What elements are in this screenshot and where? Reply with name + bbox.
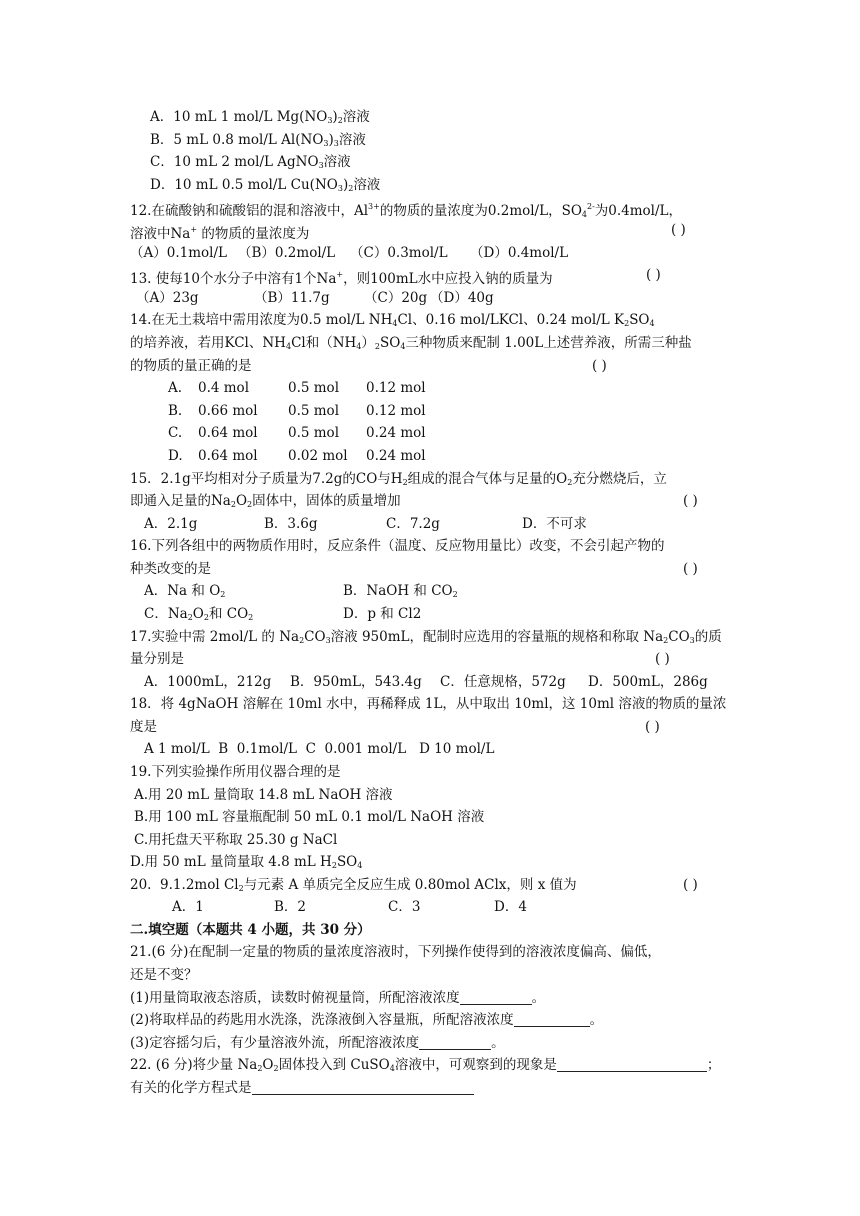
q14-stem-line3: 的物质的量正确的是 xyxy=(130,358,252,374)
q20-option-c: C．3 xyxy=(388,899,421,915)
q12-stem-line1: 12.在硫酸钠和硫酸铝的混和溶液中，$Al^{3+}$的物质的量浓度为0.2mol/L，$SO_4^{2-}$为0.4mol/L， xyxy=(130,202,683,219)
q19-stem: 19.下列实验操作所用仪器合理的是 xyxy=(130,764,341,780)
q17-option-d: D．500mL，286g xyxy=(588,674,708,690)
q18-answer-paren[interactable]: ( ) xyxy=(645,719,660,735)
q12-stem-line2: 溶液中Na+ 的物质的量浓度为 xyxy=(130,225,310,242)
q17-stem-line1: 17.实验中需 2mol/L 的 $Na_2CO_3$溶液 950mL，配制时应选用的容量瓶的规格和称取 $Na_2CO_3$的质 xyxy=(130,629,722,645)
q11-option-a: A．10 mL 1 mol/L $Mg(NO_3)_2$溶液 xyxy=(150,109,370,125)
q15-option-d: D．不可求 xyxy=(522,516,587,532)
q16-stem-line1: 16.下列各组中的两物质作用时，反应条件（温度、反应物用量比）改变，不会引起产物的 xyxy=(130,538,665,554)
q20-option-a: A．1 xyxy=(172,899,204,915)
q14-option-d: D. 0.64 mol 0.02 mol 0.24 mol xyxy=(168,448,426,464)
q16-stem-line2: 种类改变的是 xyxy=(130,561,211,577)
q15-stem-line2: 即通入足量的$Na_2O_2$固体中，固体的质量增加 xyxy=(130,493,401,509)
q17-options xyxy=(144,673,708,691)
q21-blank-1[interactable] xyxy=(460,990,532,1005)
q13-answer-paren[interactable]: ( ) xyxy=(646,267,661,283)
q13-options xyxy=(136,289,494,307)
q17-option-a: A．1000mL，212g xyxy=(144,674,272,690)
q15-answer-paren[interactable]: ( ) xyxy=(683,493,698,509)
q20-options xyxy=(172,898,527,916)
q21-item-1: (1)用量筒取液态溶质，读数时俯视量筒，所配溶液浓度 。 xyxy=(130,990,546,1006)
q14-option-c: C. 0.64 mol 0.5 mol 0.24 mol xyxy=(168,425,426,441)
q22-blank-phenomenon[interactable] xyxy=(557,1057,707,1072)
q13-stem: 13. 使每10个水分子中溶有1个Na+，则100mL水中应投入钠的质量为 xyxy=(130,270,553,287)
q13-option-b: （B）11.7g xyxy=(254,290,330,306)
q12-option-d: （D）0.4mol/L xyxy=(470,245,569,261)
q17-answer-paren[interactable]: ( ) xyxy=(655,651,670,667)
q19-option-a: A.用 20 mL 量筒取 14.8 mL NaOH 溶液 xyxy=(134,787,393,803)
q21-blank-2[interactable] xyxy=(514,1012,590,1027)
q16-option-d: D．p 和 Cl2 xyxy=(343,606,422,622)
q13-option-c: （C）20g xyxy=(364,290,428,306)
q19-option-d: D.用 50 mL 量筒量取 4.8 mL $H_2SO_4$ xyxy=(130,854,363,870)
q17-option-b: B．950mL，543.4g xyxy=(290,674,422,690)
q20-option-d: D．4 xyxy=(494,899,527,915)
q16-option-c: C．$Na_2O_2$和 $CO_2$ xyxy=(144,606,254,622)
q21-stem-line2: 还是不变？ xyxy=(130,967,198,983)
q12-option-c: （C）0.3mol/L xyxy=(350,245,448,261)
q20-option-b: B．2 xyxy=(274,899,307,915)
q21-item-3: (3)定容摇匀后，有少量溶液外流，所配溶液浓度 。 xyxy=(130,1035,505,1051)
q14-option-b: B. 0.66 mol 0.5 mol 0.12 mol xyxy=(168,403,426,419)
q21-item-2: (2)将取样品的药匙用水洗涤，洗涤液倒入容量瓶，所配溶液浓度 。 xyxy=(130,1012,604,1028)
section-2-heading: 二.填空题（本题共 4 小题，共 30 分） xyxy=(130,922,371,938)
q14-stem-line1: 14.在无土栽培中需用浓度为0.5 mol/L $NH_4Cl$、0.16 mol/LKCl、0.24 mol/L $K_2SO_4$ xyxy=(130,312,655,328)
q18-options: A 1 mol/L B 0.1mol/L C 0.001 mol/L D 10 mol/L xyxy=(144,741,495,757)
q11-option-b: B．5 mL 0.8 mol/L $Al(NO_3)_3$溶液 xyxy=(150,132,366,148)
q12-option-b: （B）0.2mol/L xyxy=(238,245,336,261)
q19-option-b: B.用 100 mL 容量瓶配制 50 mL 0.1 mol/L NaOH 溶液 xyxy=(134,809,485,825)
q14-option-a: A. 0.4 mol 0.5 mol 0.12 mol xyxy=(168,380,426,396)
q12-option-a: （A）0.1mol/L xyxy=(130,245,227,261)
q14-answer-paren[interactable]: ( ) xyxy=(592,358,607,374)
q15-options xyxy=(144,515,587,533)
q14-stem-line2: 的培养液，若用KCl、$NH_4Cl$和$(NH_4)_2SO_4$三种物质来配制 1.00L上述营养液，所需三种盐 xyxy=(130,335,692,351)
q20-answer-paren[interactable]: ( ) xyxy=(683,877,698,893)
q22-stem-line1: 22. (6 分)将少量 $Na_2O_2$固体投入到 CuSO$_4$溶液中，可观察到的现象是 ； xyxy=(130,1057,721,1073)
q18-stem-line2: 度是 xyxy=(130,719,157,735)
q15-option-a: A．2.1g xyxy=(144,516,198,532)
q17-stem-line2: 量分别是 xyxy=(130,651,184,667)
q21-blank-3[interactable] xyxy=(419,1035,491,1050)
q15-option-b: B．3.6g xyxy=(264,516,318,532)
q22-blank-equation[interactable] xyxy=(252,1080,474,1095)
q13-option-d: （D）40g xyxy=(430,290,494,306)
q11-option-c: C．10 mL 2 mol/L AgNO$_3$溶液 xyxy=(150,154,351,170)
q22-stem-line2: 有关的化学方程式是 xyxy=(130,1079,474,1097)
q21-stem-line1: 21.(6 分)在配制一定量的物质的量浓度溶液时，下列操作使得到的溶液浓度偏高、偏低， xyxy=(130,944,661,960)
q13-option-a: （A）23g xyxy=(136,290,199,306)
q19-option-c: C.用托盘天平称取 25.30 g NaCl xyxy=(134,832,338,848)
q11-option-d: D．10 mL 0.5 mol/L $Cu(NO_3)_2$溶液 xyxy=(150,177,381,193)
q15-option-c: C．7.2g xyxy=(386,516,440,532)
q18-stem-line1: 18．将 4gNaOH 溶解在 10ml 水中，再稀释成 1L，从中取出 10ml，这 10ml 溶液的物质的量浓 xyxy=(130,696,727,712)
q16-answer-paren[interactable]: ( ) xyxy=(683,561,698,577)
q12-options xyxy=(130,244,568,262)
q12-answer-paren[interactable]: ( ) xyxy=(671,222,686,238)
q16-option-a: A．Na 和 $O_2$ xyxy=(144,583,226,599)
q17-option-c: C．任意规格，572g xyxy=(440,674,566,690)
q15-stem-line1: 15．2.1g平均相对分子质量为7.2g的CO与$H_2$组成的混合气体与足量的$O_2$充分燃烧后，立 xyxy=(130,471,667,487)
q16-option-b: B．NaOH 和 $CO_2$ xyxy=(343,583,458,599)
q20-stem: 20. 9.1.2mol $Cl_2$与元素 A 单质完全反应生成 0.80mol AClx，则 x 值为 xyxy=(130,877,577,893)
